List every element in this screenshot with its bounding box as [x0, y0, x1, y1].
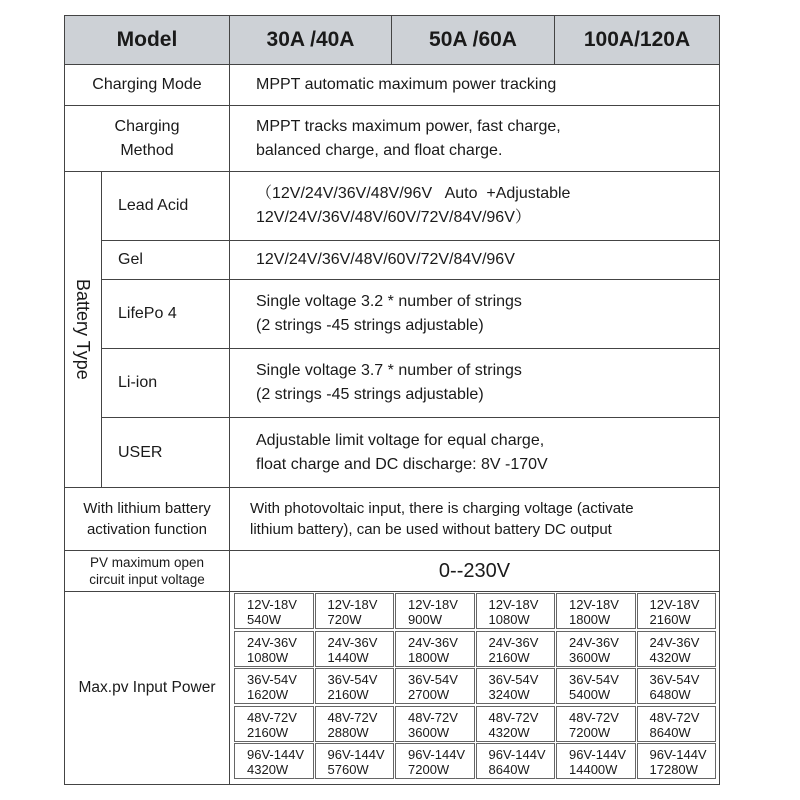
max-pv-cells — [229, 591, 720, 785]
lead-acid-line2: 12V/24V/36V/48V/60V/72V/84V/96V） — [256, 209, 531, 226]
pv-cell-voltage: 48V-72V — [569, 709, 619, 725]
pv-cell — [476, 743, 556, 779]
pv-cell-voltage: 48V-72V — [247, 709, 297, 725]
pv-cell — [476, 668, 556, 704]
lithium-activation-label — [64, 487, 230, 551]
charging-mode-label: Charging Mode — [64, 64, 230, 106]
pv-cell — [556, 743, 636, 779]
pv-cell — [234, 631, 314, 667]
pv-cell-voltage: 48V-72V — [649, 709, 700, 725]
pv-cell — [315, 706, 395, 742]
pv-open-label — [64, 550, 230, 592]
pv-cell-voltage: 12V-18V — [649, 597, 700, 612]
pv-cell — [637, 631, 717, 667]
header-50-60a: 50A /60A — [391, 15, 555, 65]
battery-row-user-value — [229, 417, 720, 488]
pv-cell-voltage: 48V-72V — [488, 709, 539, 725]
lithium-label-line2: activation function — [86, 521, 208, 538]
pv-cell-power: 3600W — [569, 649, 611, 665]
pv-cell-voltage: 96V-144V — [488, 747, 546, 762]
pv-cell — [234, 743, 314, 779]
lifepo4-line1: Single voltage 3.2 * number of strings — [256, 293, 522, 310]
pv-cell-voltage: 12V-18V — [488, 597, 539, 612]
charging-method-value — [229, 105, 720, 172]
pv-cell — [395, 631, 475, 667]
charging-method-label-line2: Method — [120, 141, 174, 159]
battery-type-label: Battery Type — [64, 171, 102, 488]
pv-cell-power: 2160W — [247, 724, 289, 740]
pv-cell — [315, 668, 395, 704]
pv-cell-power: 14400W — [569, 762, 618, 777]
pv-cell-power: 540W — [247, 612, 281, 627]
pv-cell-power: 5400W — [569, 687, 611, 702]
pv-cell — [234, 593, 314, 629]
pv-open-label-line1: PV maximum open — [89, 555, 205, 570]
pv-cell-power: 1080W — [247, 649, 289, 665]
pv-cell — [395, 593, 475, 629]
header-model: Model — [64, 15, 230, 65]
li-ion-line2: (2 strings -45 strings adjustable) — [256, 386, 484, 403]
pv-cell — [315, 631, 395, 667]
pv-cell-voltage: 12V-18V — [569, 597, 619, 612]
pv-cell-voltage: 36V-54V — [569, 672, 619, 687]
charging-method-label — [64, 105, 230, 172]
battery-row-lead-acid-name: Lead Acid — [101, 171, 230, 241]
pv-cell-voltage: 36V-54V — [327, 672, 378, 687]
battery-row-lifepo4-value — [229, 279, 720, 349]
header-30-40a: 30A /40A — [229, 15, 392, 65]
pv-open-value: 0--230V — [229, 550, 720, 592]
header-100-120a: 100A/120A — [554, 15, 720, 65]
pv-cell — [395, 743, 475, 779]
lithium-line2: lithium battery), can be used without battery DC output — [250, 521, 612, 538]
pv-cell — [556, 706, 636, 742]
pv-cell-power: 4320W — [649, 649, 691, 665]
charging-method-line1: MPPT tracks maximum power, fast charge, — [256, 117, 561, 135]
pv-cell-voltage: 24V-36V — [488, 634, 539, 650]
pv-cell-power: 3600W — [408, 724, 450, 740]
pv-cell — [315, 743, 395, 779]
pv-cell — [476, 706, 556, 742]
charging-method-line2: balanced charge, and float charge. — [256, 141, 503, 159]
user-line2: float charge and DC discharge: 8V -170V — [256, 455, 548, 473]
pv-cell-voltage: 48V-72V — [327, 709, 378, 725]
pv-cell-voltage: 12V-18V — [408, 597, 458, 612]
pv-cell-voltage: 12V-18V — [247, 597, 297, 612]
pv-cell-power: 1080W — [488, 612, 530, 627]
pv-cell-voltage: 96V-144V — [649, 747, 707, 762]
pv-cell-voltage: 36V-54V — [408, 672, 458, 687]
pv-cell-power: 2160W — [649, 612, 691, 627]
pv-cell-power: 7200W — [569, 724, 611, 740]
pv-cell-power: 4320W — [488, 724, 530, 740]
pv-cell-voltage: 12V-18V — [327, 597, 378, 612]
pv-cell-power: 2700W — [408, 687, 450, 702]
pv-cell-voltage: 96V-144V — [408, 747, 466, 762]
pv-cell-voltage: 24V-36V — [408, 634, 458, 650]
pv-cell — [234, 706, 314, 742]
lifepo4-line2: (2 strings -45 strings adjustable) — [256, 317, 484, 334]
li-ion-line1: Single voltage 3.7 * number of strings — [256, 362, 522, 379]
pv-open-label-line2: circuit input voltage — [89, 572, 205, 587]
user-line1: Adjustable limit voltage for equal charge, — [256, 431, 545, 449]
lithium-label-line1: With lithium battery — [83, 500, 211, 517]
pv-cell-power: 5760W — [327, 762, 369, 777]
pv-cell-voltage: 24V-36V — [569, 634, 619, 650]
pv-cell-power: 1620W — [247, 687, 289, 702]
pv-cell — [637, 743, 717, 779]
pv-cell — [476, 631, 556, 667]
battery-row-lifepo4-name: LifePo 4 — [101, 279, 230, 349]
pv-cell — [395, 668, 475, 704]
pv-cell — [637, 706, 717, 742]
max-pv-label: Max.pv Input Power — [64, 591, 230, 785]
pv-cell — [395, 706, 475, 742]
pv-cell-power: 1440W — [327, 649, 369, 665]
pv-cell-power: 7200W — [408, 762, 450, 777]
battery-row-li-ion-value — [229, 348, 720, 418]
lithium-activation-value — [229, 487, 720, 551]
pv-cell-voltage: 36V-54V — [649, 672, 700, 687]
pv-cell-voltage: 48V-72V — [408, 709, 458, 725]
charging-method-label-line1: Charging — [114, 117, 180, 135]
pv-cell-power: 720W — [327, 612, 362, 627]
battery-row-lead-acid-value — [229, 171, 720, 241]
battery-row-gel-name: Gel — [101, 240, 230, 280]
lithium-line1: With photovoltaic input, there is charging voltage (activate — [250, 500, 634, 517]
pv-cell-voltage: 36V-54V — [247, 672, 297, 687]
pv-cell-voltage: 24V-36V — [247, 634, 297, 650]
pv-cell-voltage: 96V-144V — [247, 747, 305, 762]
pv-cell — [556, 593, 636, 629]
pv-cell — [556, 668, 636, 704]
pv-cell-power: 1800W — [569, 612, 611, 627]
battery-row-user-name: USER — [101, 417, 230, 488]
pv-cell-voltage: 96V-144V — [569, 747, 627, 762]
pv-cell-voltage: 36V-54V — [488, 672, 539, 687]
pv-cell-power: 6480W — [649, 687, 691, 702]
lead-acid-line1: （12V/24V/36V/48V/96V Auto +Adjustable — [256, 185, 571, 202]
pv-cell-power: 8640W — [649, 724, 691, 740]
pv-cell — [315, 593, 395, 629]
pv-cell-power: 2160W — [327, 687, 369, 702]
pv-cell — [556, 631, 636, 667]
pv-cell — [637, 668, 717, 704]
pv-cell-power: 3240W — [488, 687, 530, 702]
battery-row-gel-value: 12V/24V/36V/48V/60V/72V/84V/96V — [229, 240, 720, 280]
pv-cell-voltage: 96V-144V — [327, 747, 385, 762]
pv-cell — [234, 668, 314, 704]
pv-cell-power: 8640W — [488, 762, 530, 777]
charging-mode-value: MPPT automatic maximum power tracking — [229, 64, 720, 106]
pv-cell-power: 900W — [408, 612, 442, 627]
spec-table — [64, 15, 720, 785]
battery-row-li-ion-name: Li-ion — [101, 348, 230, 418]
pv-cell — [476, 593, 556, 629]
pv-cell-power: 2880W — [327, 724, 369, 740]
pv-cell-power: 1800W — [408, 649, 450, 665]
pv-cell-power: 4320W — [247, 762, 289, 777]
pv-cell-power: 17280W — [649, 762, 698, 777]
pv-cell-power: 2160W — [488, 649, 530, 665]
pv-cell — [637, 593, 717, 629]
pv-cell-voltage: 24V-36V — [327, 634, 378, 650]
pv-cell-voltage: 24V-36V — [649, 634, 700, 650]
